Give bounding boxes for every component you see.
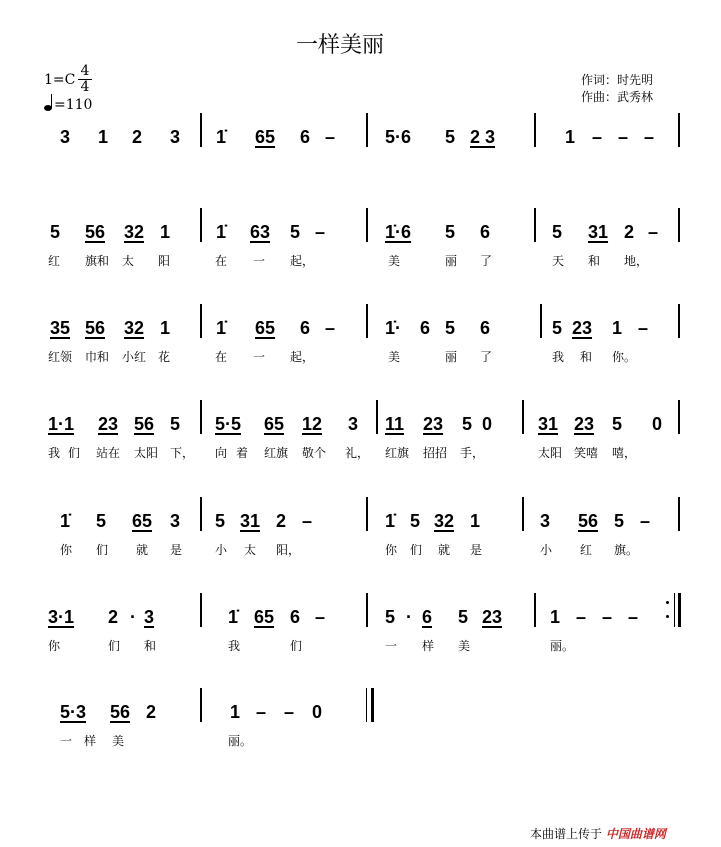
bar-line xyxy=(200,304,202,338)
note: 32 xyxy=(124,222,145,242)
lyric: 红旗 xyxy=(385,446,410,460)
repeat-bar-line xyxy=(678,593,681,627)
lyric: 们 xyxy=(410,543,423,557)
note: 3 xyxy=(170,511,181,531)
note: 31 xyxy=(588,222,609,242)
note: 5 xyxy=(462,414,473,434)
note: 0 xyxy=(652,414,663,434)
lyric: 太阳 xyxy=(134,446,159,460)
lyric: 美 xyxy=(388,350,401,364)
note: 23 xyxy=(482,607,503,627)
note: 65 xyxy=(132,511,153,531)
note: 1·1 xyxy=(48,414,75,434)
note: 23 xyxy=(423,414,444,434)
lyric: 丽。 xyxy=(550,639,575,653)
lyric: 红 xyxy=(48,254,61,268)
lyric: 旗和 xyxy=(85,254,110,268)
composer: 作曲：武秀林 xyxy=(581,90,654,104)
note: 1 xyxy=(160,222,171,242)
note: – xyxy=(315,222,326,242)
bar-line xyxy=(366,304,368,338)
lyric: 你 xyxy=(385,543,398,557)
lyric: 太 xyxy=(244,543,257,557)
note: 32 xyxy=(124,318,145,338)
note: 5·3 xyxy=(60,702,87,722)
lyric: 招招 xyxy=(423,446,448,460)
lyric: 阳， xyxy=(276,543,301,557)
lyric: 你 xyxy=(48,639,61,653)
note: 5·6 xyxy=(385,127,412,147)
bar-line xyxy=(200,113,202,147)
lyric: 和 xyxy=(580,350,593,364)
lyric: 红 xyxy=(580,543,593,557)
lyric: 站在 xyxy=(96,446,121,460)
note: 0 xyxy=(312,702,323,722)
lyric: 了 xyxy=(480,350,493,364)
note: 3 xyxy=(540,511,551,531)
bar-line xyxy=(366,497,368,531)
note: 5 xyxy=(96,511,107,531)
lyric: 巾和 xyxy=(85,350,110,364)
note: 32 xyxy=(434,511,455,531)
note: 5·5 xyxy=(215,414,242,434)
lyric: 红旗 xyxy=(264,446,289,460)
credits xyxy=(581,72,653,106)
lyricist: 作词：时先明 xyxy=(581,73,654,87)
note: 1 xyxy=(470,511,481,531)
lyric: 丽 xyxy=(445,254,458,268)
bar-line xyxy=(366,593,368,627)
note: 31 xyxy=(240,511,261,531)
site-logo: 中国曲谱网 xyxy=(605,827,666,841)
song-title: 一样美丽 xyxy=(295,33,384,58)
note: – xyxy=(325,318,336,338)
note: 1̇ xyxy=(216,318,227,338)
note: 2 xyxy=(276,511,287,531)
note: 1̇ xyxy=(385,511,396,531)
lyric: 丽。 xyxy=(228,734,253,748)
final-bar-line xyxy=(366,688,367,722)
lyric: 礼， xyxy=(345,446,370,460)
note: 2 3 xyxy=(470,127,496,147)
note: 6 xyxy=(290,607,301,627)
lyric: 们 xyxy=(96,543,109,557)
note: 6 xyxy=(480,222,491,242)
note: 6 xyxy=(300,318,311,338)
note: 5 xyxy=(458,607,469,627)
note: 5 xyxy=(552,318,563,338)
note: 0 xyxy=(482,414,493,434)
note: · xyxy=(130,607,136,627)
note: 6 xyxy=(420,318,431,338)
note: – xyxy=(640,511,651,531)
note: 3 xyxy=(144,607,155,627)
note: – xyxy=(618,127,629,147)
note: – xyxy=(325,127,336,147)
lyric: 小 xyxy=(540,543,553,557)
score-row xyxy=(40,318,680,408)
bar-line xyxy=(200,593,202,627)
note: 6 xyxy=(422,607,433,627)
lyric: 敬个 xyxy=(302,446,327,460)
note: 5 xyxy=(445,222,456,242)
note: 65 xyxy=(264,414,285,434)
lyric: 样 xyxy=(422,639,435,653)
lyric: 在 xyxy=(215,254,228,268)
note: 1̇·6 xyxy=(385,222,412,242)
tempo-mark xyxy=(44,97,92,113)
score-row xyxy=(40,127,680,217)
note: 65 xyxy=(255,127,276,147)
lyric: 太阳 xyxy=(538,446,563,460)
lyric: 就 xyxy=(136,543,149,557)
lyric: 你 xyxy=(60,543,73,557)
note: – xyxy=(648,222,659,242)
lyric: 小 xyxy=(215,543,228,557)
time-signature xyxy=(78,64,92,95)
note: 5 xyxy=(385,607,396,627)
bar-line xyxy=(366,208,368,242)
quarter-note-icon xyxy=(44,105,52,111)
note: · xyxy=(406,607,412,627)
lyric: 就 xyxy=(438,543,451,557)
note: 65 xyxy=(254,607,275,627)
note: 1 xyxy=(550,607,561,627)
bar-line xyxy=(522,497,524,531)
note: 2 xyxy=(132,127,143,147)
note: 5 xyxy=(290,222,301,242)
lyric: 我 xyxy=(48,446,61,460)
score-row xyxy=(40,222,680,312)
note: 63 xyxy=(250,222,271,242)
note: 1̇· xyxy=(385,318,402,338)
lyric: 着 xyxy=(236,446,249,460)
footer-text: 本曲谱上传于 xyxy=(530,827,603,841)
time-top: 4 xyxy=(78,64,92,80)
lyric: 是 xyxy=(170,543,183,557)
final-bar-line xyxy=(371,688,374,722)
note: – xyxy=(256,702,267,722)
lyric: 们 xyxy=(108,639,121,653)
lyric: 红领 xyxy=(48,350,73,364)
note: 56 xyxy=(578,511,599,531)
repeat-dot xyxy=(666,601,669,604)
note: 6 xyxy=(300,127,311,147)
note: 31 xyxy=(538,414,559,434)
note: 3·1 xyxy=(48,607,75,627)
note: 2 xyxy=(624,222,635,242)
score-row xyxy=(40,414,680,504)
bar-line xyxy=(678,497,680,531)
note: 1 xyxy=(565,127,576,147)
lyric: 旗。 xyxy=(614,543,639,557)
note: 56 xyxy=(85,222,106,242)
lyric: 美 xyxy=(458,639,471,653)
note: – xyxy=(592,127,603,147)
note: 11 xyxy=(385,414,405,434)
key-signature xyxy=(44,63,90,95)
bar-line xyxy=(540,304,542,338)
footer xyxy=(530,825,666,842)
note: 23 xyxy=(572,318,593,338)
note: 5 xyxy=(445,127,456,147)
bar-line xyxy=(678,400,680,434)
lyric: 你。 xyxy=(612,350,637,364)
bar-line xyxy=(678,304,680,338)
note: 5 xyxy=(445,318,456,338)
lyric: 了 xyxy=(480,254,493,268)
note: 6 xyxy=(480,318,491,338)
lyric: 阳 xyxy=(158,254,171,268)
note: – xyxy=(644,127,655,147)
lyric: 我 xyxy=(228,639,241,653)
note: – xyxy=(315,607,326,627)
lyric: 下， xyxy=(170,446,195,460)
lyric: 我 xyxy=(552,350,565,364)
note: 12 xyxy=(302,414,323,434)
note: 56 xyxy=(134,414,155,434)
note: 5 xyxy=(215,511,226,531)
lyric: 和 xyxy=(144,639,157,653)
note: 5 xyxy=(170,414,181,434)
note: 1 xyxy=(230,702,241,722)
lyric: 美 xyxy=(112,734,125,748)
lyric: 美 xyxy=(388,254,401,268)
bar-line xyxy=(200,400,202,434)
note: 56 xyxy=(110,702,131,722)
note: 1̇ xyxy=(228,607,239,627)
note: 5 xyxy=(612,414,623,434)
note: 3 xyxy=(348,414,359,434)
bar-line xyxy=(534,208,536,242)
lyric: 手， xyxy=(460,446,485,460)
score-row xyxy=(40,607,680,697)
lyric: 一 xyxy=(60,734,73,748)
lyric: 太 xyxy=(122,254,135,268)
note: – xyxy=(302,511,313,531)
note: 35 xyxy=(50,318,71,338)
tempo-value: =110 xyxy=(54,97,93,113)
repeat-bar-line xyxy=(674,593,675,627)
bar-line xyxy=(534,593,536,627)
lyric: 起， xyxy=(290,350,315,364)
lyric: 天 xyxy=(552,254,565,268)
note: 1 xyxy=(612,318,623,338)
note: – xyxy=(628,607,639,627)
note: 1̇ xyxy=(216,127,227,147)
time-bottom: 4 xyxy=(80,79,90,95)
note: 2 xyxy=(108,607,119,627)
bar-line xyxy=(200,688,202,722)
bar-line xyxy=(376,400,378,434)
repeat-dot xyxy=(666,615,669,618)
note: – xyxy=(284,702,295,722)
note: 2 xyxy=(146,702,157,722)
score-row xyxy=(40,702,680,792)
note: 5 xyxy=(552,222,563,242)
lyric: 样 xyxy=(84,734,97,748)
note: 65 xyxy=(255,318,276,338)
lyric: 丽 xyxy=(445,350,458,364)
note: 3 xyxy=(60,127,71,147)
note: 5 xyxy=(410,511,421,531)
lyric: 嘻， xyxy=(612,446,637,460)
note: – xyxy=(602,607,613,627)
lyric: 一 xyxy=(253,350,266,364)
bar-line xyxy=(678,113,680,147)
bar-line xyxy=(366,113,368,147)
score-row xyxy=(40,511,680,601)
bar-line xyxy=(534,113,536,147)
lyric: 是 xyxy=(470,543,483,557)
note: 1̇ xyxy=(60,511,71,531)
note: 23 xyxy=(98,414,119,434)
lyric: 地， xyxy=(624,254,649,268)
bar-line xyxy=(678,208,680,242)
note: 23 xyxy=(574,414,595,434)
lyric: 起， xyxy=(290,254,315,268)
lyric: 们 xyxy=(290,639,303,653)
lyric: 在 xyxy=(215,350,228,364)
note: 56 xyxy=(85,318,106,338)
note: 5 xyxy=(614,511,625,531)
lyric: 和 xyxy=(588,254,601,268)
note: 1̇ xyxy=(216,222,227,242)
bar-line xyxy=(200,208,202,242)
note: 5 xyxy=(50,222,61,242)
lyric: 花 xyxy=(158,350,171,364)
lyric: 笑嘻 xyxy=(574,446,599,460)
key-label: 1=C xyxy=(44,72,76,88)
bar-line xyxy=(200,497,202,531)
note: 3 xyxy=(170,127,181,147)
note: – xyxy=(638,318,649,338)
note: 1 xyxy=(98,127,109,147)
lyric: 小红 xyxy=(122,350,147,364)
note: – xyxy=(576,607,587,627)
note: 1 xyxy=(160,318,171,338)
lyric: 一 xyxy=(253,254,266,268)
bar-line xyxy=(522,400,524,434)
lyric: 们 xyxy=(68,446,81,460)
lyric: 一 xyxy=(385,639,398,653)
lyric: 向 xyxy=(215,446,228,460)
